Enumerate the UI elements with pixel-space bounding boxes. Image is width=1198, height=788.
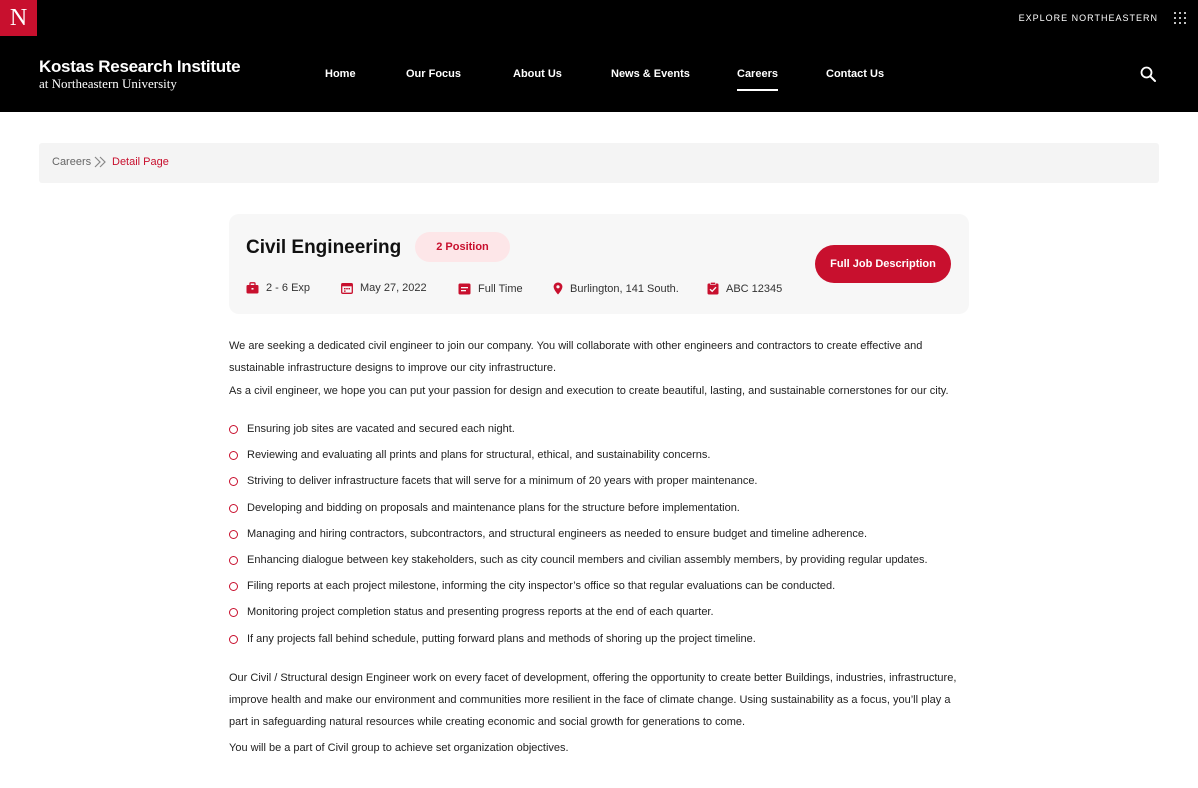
intro-paragraph: As a civil engineer, we hope you can put your passion for design and execution to create beautiful, lasting, and sustainable cornerstones for our city. <box>229 385 949 397</box>
list-item: Striving to deliver infrastructure facets that will serve for a minimum of 20 years with proper maintenance. <box>229 470 969 496</box>
job-intro <box>229 335 969 402</box>
breadcrumb-current: Detail Page <box>112 156 169 168</box>
breadcrumb <box>39 143 1159 183</box>
apps-grid-icon[interactable] <box>1174 12 1188 26</box>
nav-careers[interactable]: Careers <box>737 68 778 80</box>
location-text: Burlington, 141 South. <box>570 282 679 295</box>
list-item: Filing reports at each project milestone, informing the city inspector’s office so that regular evaluations can be conducted. <box>229 575 969 601</box>
circle-bullet-icon <box>229 504 238 513</box>
nav-our-focus[interactable]: Our Focus <box>406 68 462 80</box>
brand-logo[interactable] <box>39 58 240 91</box>
search-icon[interactable] <box>1140 66 1156 82</box>
job-location <box>553 282 679 295</box>
list-item: Reviewing and evaluating all prints and plans for structural, ethical, and sustainability concerns. <box>229 444 969 470</box>
circle-bullet-icon <box>229 556 238 565</box>
nav-home[interactable]: Home <box>325 68 356 80</box>
double-chevron-right-icon <box>93 156 107 168</box>
brand-subtitle: at Northeastern University <box>39 76 177 91</box>
experience-text: 2 - 6 Exp <box>266 282 311 294</box>
job-outro <box>229 667 969 759</box>
full-job-description-button[interactable]: Full Job Description <box>815 245 951 283</box>
circle-bullet-icon <box>229 582 238 591</box>
list-item: Managing and hiring contractors, subcontractors, and structural engineers as needed to ensure budget and timeline adherence. <box>229 523 969 549</box>
circle-bullet-icon <box>229 425 238 434</box>
job-experience <box>246 282 310 294</box>
logo-letter: N <box>9 5 28 31</box>
circle-bullet-icon <box>229 477 238 486</box>
job-summary-card <box>229 214 969 314</box>
circle-bullet-icon <box>229 608 238 617</box>
clipboard-check-icon <box>707 282 719 295</box>
brand-title: Kostas Research Institute <box>39 57 241 76</box>
nav-contact-us[interactable]: Contact Us <box>826 68 885 80</box>
duties-list <box>229 418 969 654</box>
list-item: Developing and bidding on proposals and maintenance plans for the structure before implementation. <box>229 497 969 523</box>
date-text: May 27, 2022 <box>360 282 427 294</box>
job-code <box>707 282 782 295</box>
list-item: If any projects fall behind schedule, putting forward plans and methods of shoring up the project timeline. <box>229 628 969 654</box>
northeastern-logo[interactable] <box>0 0 37 36</box>
utility-bar <box>0 0 1198 36</box>
job-date <box>341 282 427 294</box>
outro-paragraph: You will be a part of Civil group to achieve set organization objectives. <box>229 742 569 754</box>
list-item: Ensuring job sites are vacated and secured each night. <box>229 418 969 444</box>
breadcrumb-careers-link[interactable]: Careers <box>52 156 92 168</box>
circle-bullet-icon <box>229 451 238 460</box>
explore-northeastern-link[interactable]: EXPLORE NORTHEASTERN <box>1018 13 1158 23</box>
job-title: Civil Engineering <box>246 237 402 258</box>
job-type-text: Full Time <box>478 282 523 295</box>
intro-paragraph: We are seeking a dedicated civil engineer to join our company. You will collaborate with other engineers and contractors to create effective and sustainable infrastructure designs to improve our city infrastructure. <box>229 340 923 374</box>
nav-news-events[interactable]: News & Events <box>611 68 690 80</box>
list-item: Monitoring project completion status and presenting progress reports at the end of each quarter. <box>229 601 969 627</box>
job-type <box>458 282 523 295</box>
nav-about-us[interactable]: About Us <box>513 68 562 80</box>
schedule-icon <box>458 282 471 295</box>
circle-bullet-icon <box>229 530 238 539</box>
main-header <box>0 36 1198 112</box>
calendar-icon <box>341 282 353 294</box>
location-pin-icon <box>553 282 563 295</box>
code-text: ABC 12345 <box>726 282 783 295</box>
outro-paragraph: Our Civil / Structural design Engineer work on every facet of development, offering the opportunity to create better Buildings, industries, infrastructure, improve health and make our environment and communities more resilient in the face of climate change. Using sustainability as a focus, you’ll play a part in safeguarding natural resources while creating economic and social growth for generations to come. <box>229 672 957 728</box>
positions-badge: 2 Position <box>415 232 510 262</box>
briefcase-icon <box>246 282 259 294</box>
list-item: Enhancing dialogue between key stakeholders, such as city council members and civilian assembly members, by providing regular updates. <box>229 549 969 575</box>
circle-bullet-icon <box>229 635 238 644</box>
